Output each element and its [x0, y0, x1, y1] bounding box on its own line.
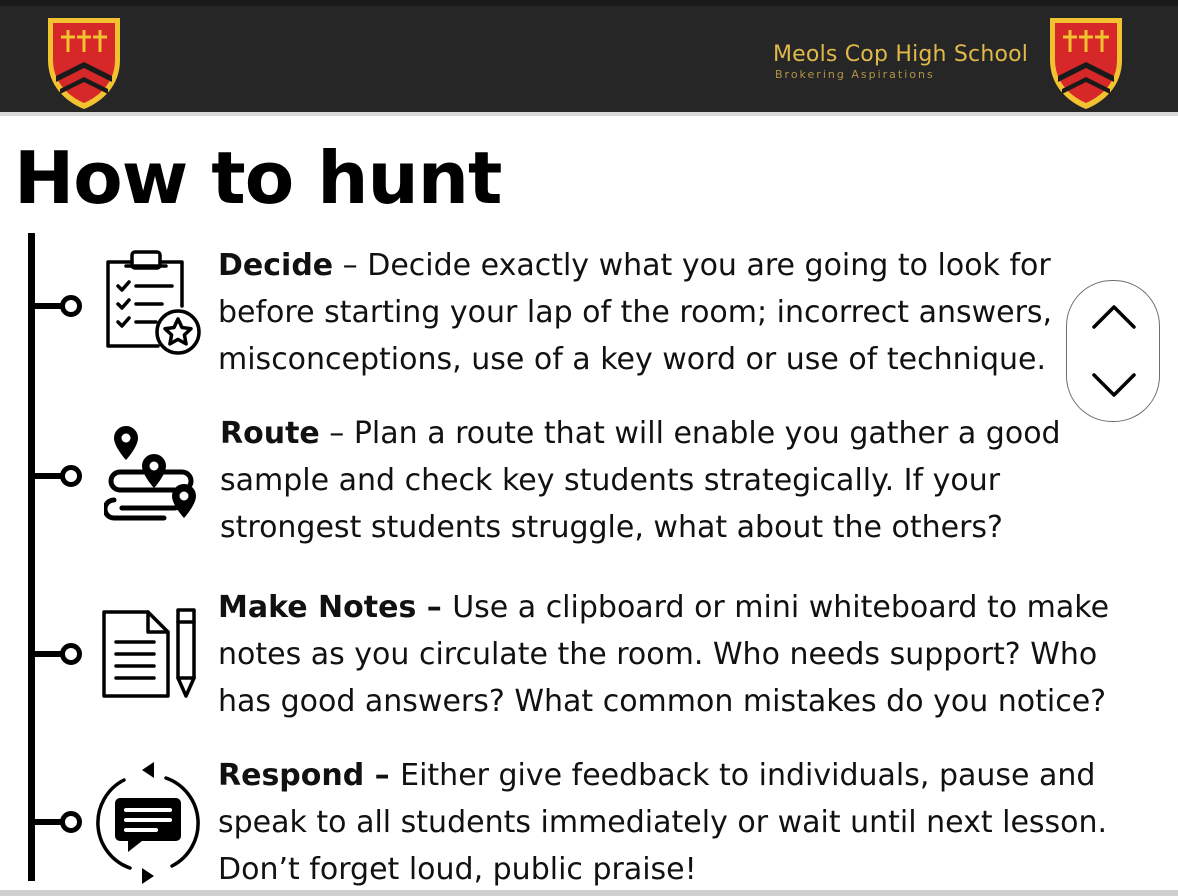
school-header-bar: [0, 0, 1178, 112]
step-text-line: Use a clipboard or mini whiteboard to make: [452, 590, 1110, 625]
timeline-node: [35, 294, 85, 318]
step-heading: Make Notes: [218, 590, 417, 625]
scroll-up-button[interactable]: [1067, 287, 1161, 347]
document-pencil-icon: [98, 604, 202, 700]
step-text-line: misconceptions, use of a key word or use of technique.: [218, 342, 1046, 377]
scroll-down-button[interactable]: [1067, 357, 1161, 417]
step-text-line: speak to all students immediately or wait until next lesson.: [218, 805, 1108, 840]
bottom-edge: [0, 890, 1178, 896]
chat-feedback-cycle-icon: [96, 760, 200, 886]
step-text-line: Don’t forget loud, public praise!: [218, 852, 697, 887]
slide-title: How to hunt: [14, 136, 502, 220]
step-text-line: Either give feedback to individuals, pause and: [400, 758, 1096, 793]
timeline-node: [35, 810, 85, 834]
school-name: Meols Cop High School: [773, 42, 1029, 67]
step-text-line: has good answers? What common mistakes do you notice?: [218, 684, 1107, 719]
step-route: Route – Plan a route that will enable you gather a good sample and check key students strategically. If your strongest students struggle, what about the others?: [220, 410, 1061, 551]
step-make-notes: Make Notes – Use a clipboard or mini whiteboard to make notes as you circulate the room. Who needs support? Who has good answers? What common mistakes do you notice?: [218, 584, 1109, 725]
step-text-line: Plan a route that will enable you gather a good: [353, 416, 1061, 451]
step-text-line: notes as you circulate the room. Who needs support? Who: [218, 637, 1098, 672]
timeline-node: [35, 464, 85, 488]
scroll-control: [1066, 280, 1160, 422]
step-text-line: sample and check key students strategically. If your: [220, 463, 1001, 498]
school-motto: Brokering Aspirations: [775, 68, 935, 81]
step-heading: Route: [220, 416, 320, 451]
route-map-pins-icon: [104, 422, 200, 530]
chevron-down-icon: [1090, 371, 1138, 401]
step-text-line: strongest students struggle, what about the others?: [220, 510, 1003, 545]
school-crest-icon: [44, 14, 124, 112]
timeline-node: [35, 642, 85, 666]
header-divider: [0, 112, 1178, 116]
step-heading: Respond: [218, 758, 365, 793]
step-respond: Respond – Either give feedback to individuals, pause and speak to all students immediately or wait until next lesson. Don’t forget loud, public praise!: [218, 752, 1107, 893]
clipboard-checklist-star-icon: [100, 248, 204, 358]
school-crest-icon: [1046, 14, 1126, 112]
chevron-up-icon: [1090, 301, 1138, 331]
step-heading: Decide: [218, 248, 334, 283]
step-decide: Decide – Decide exactly what you are going to look for before starting your lap of the room; incorrect answers, misconceptions, use of a key word or use of technique.: [218, 242, 1052, 383]
timeline-line: [28, 233, 35, 881]
step-text-line: before starting your lap of the room; incorrect answers,: [218, 295, 1053, 330]
step-text-line: Decide exactly what you are going to look for: [367, 248, 1051, 283]
